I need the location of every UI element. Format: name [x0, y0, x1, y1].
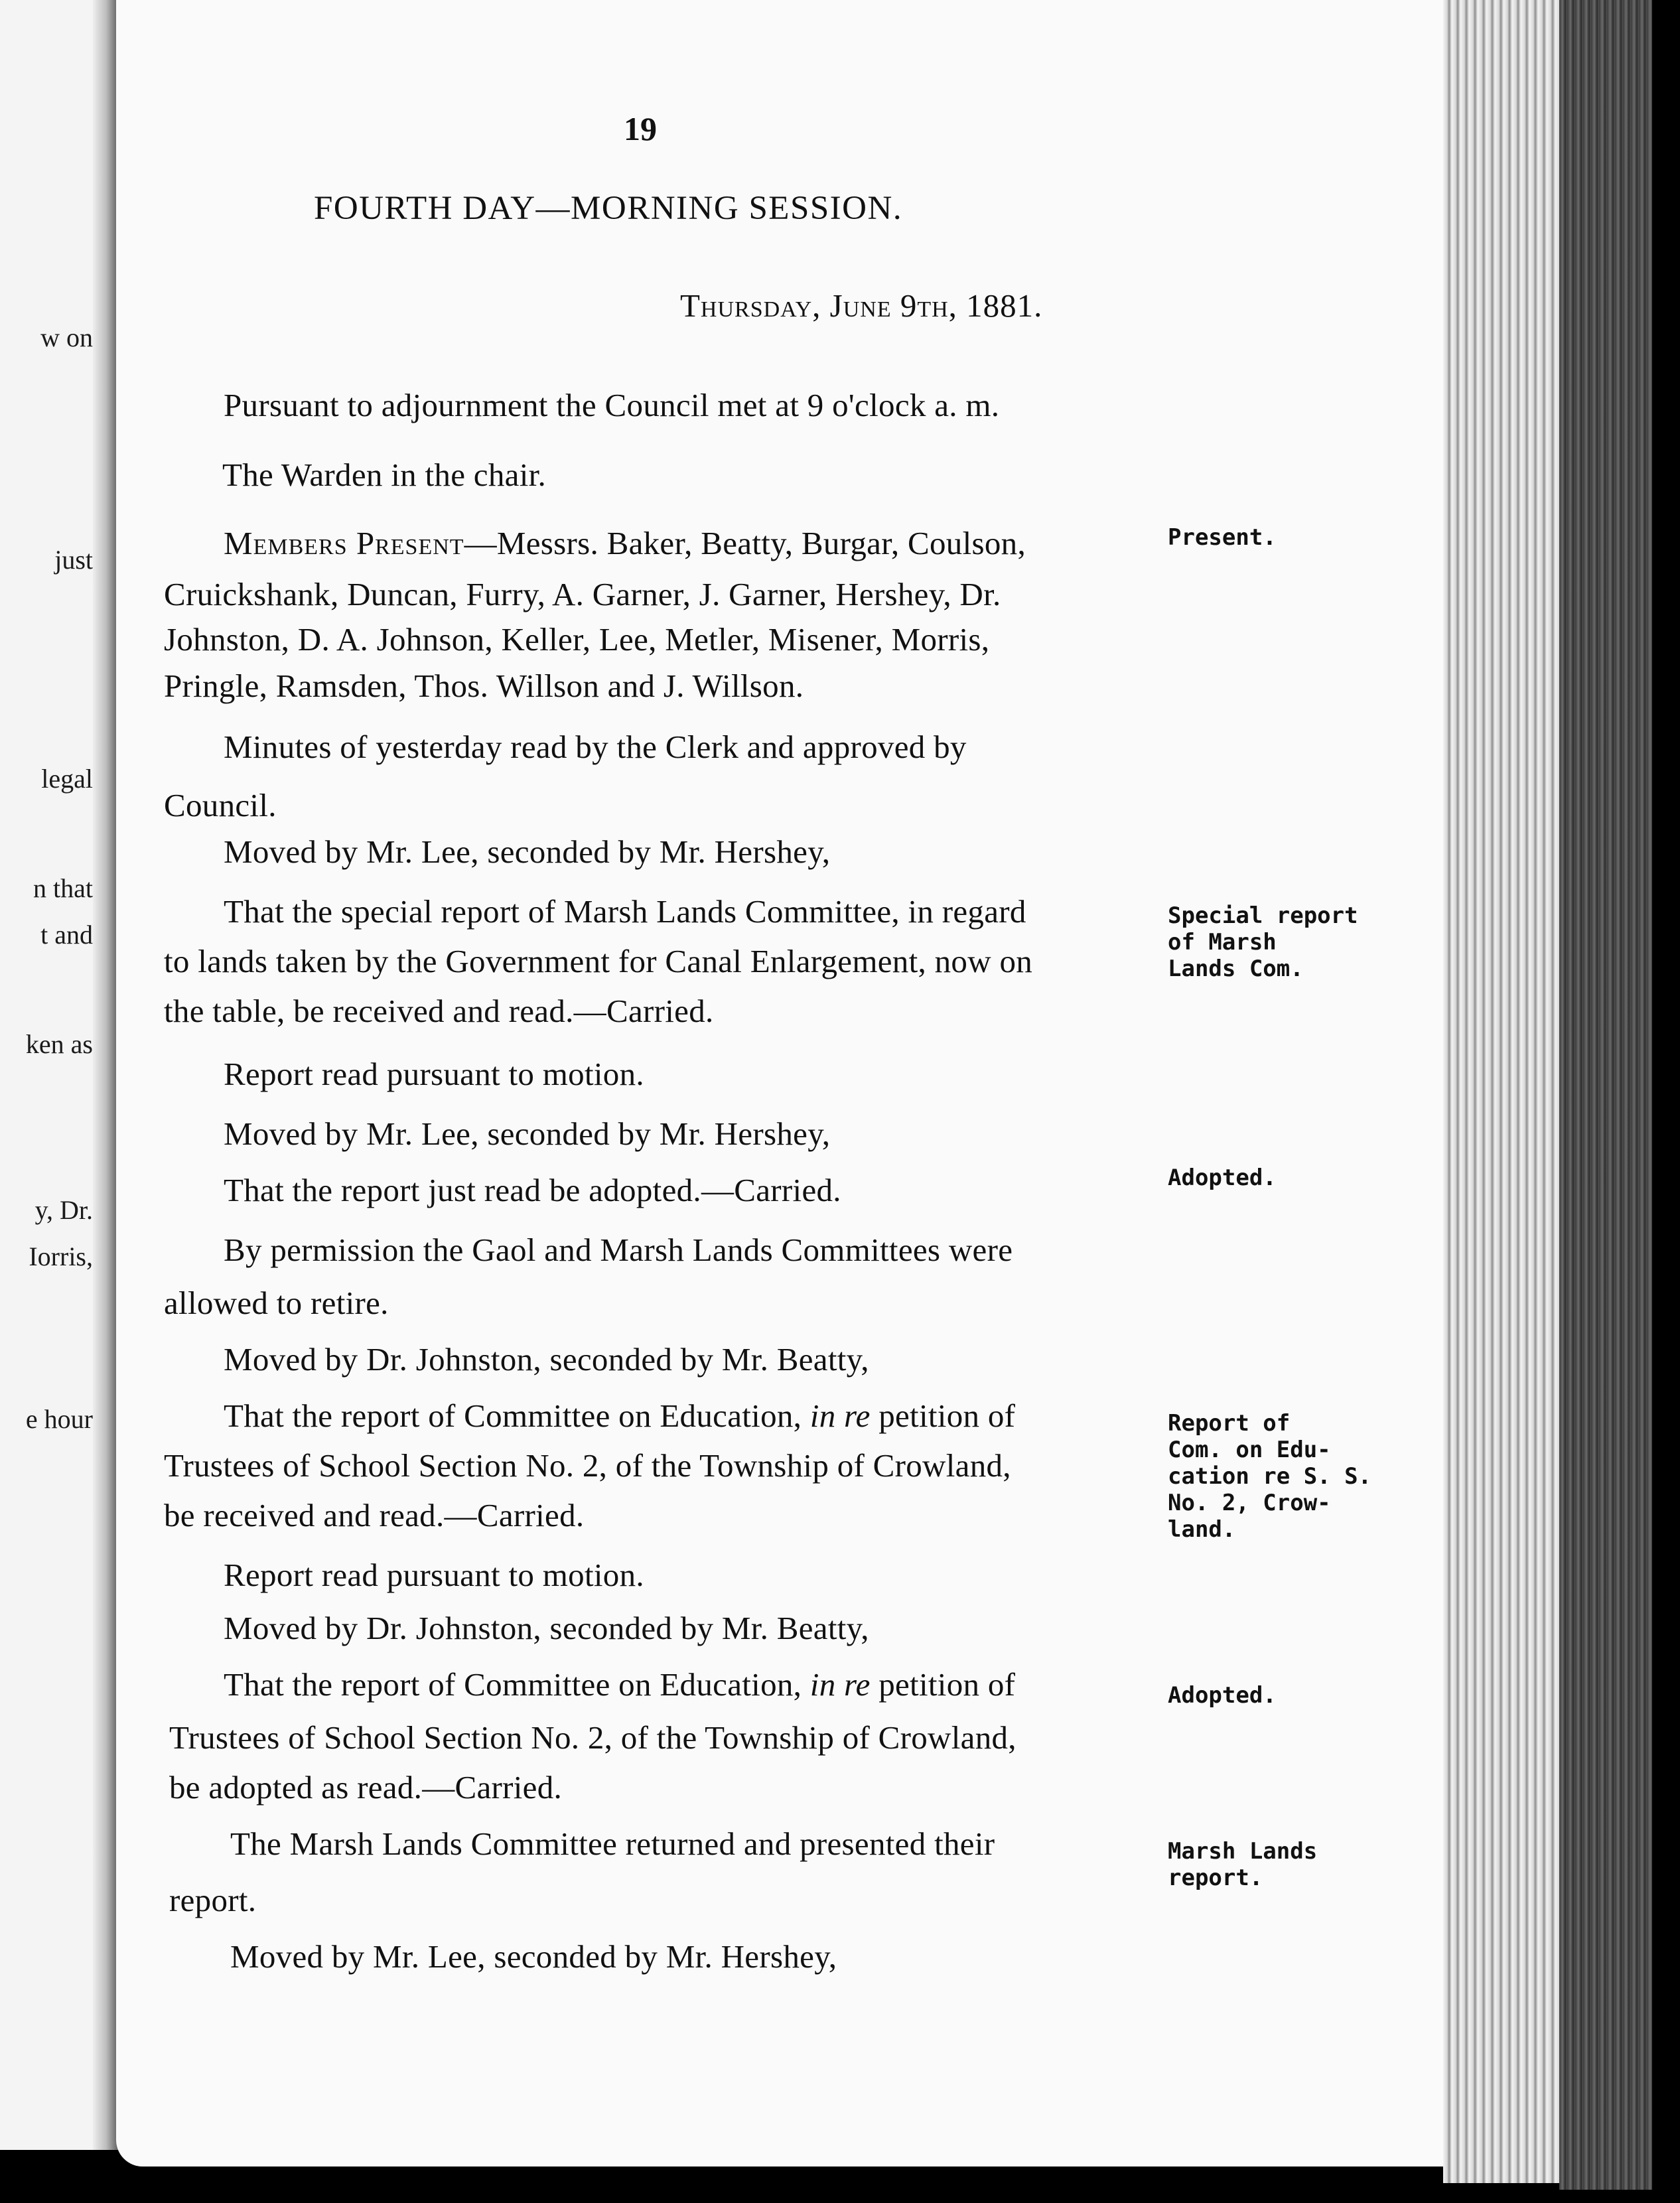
text-line: Moved by Dr. Johnston, seconded by Mr. Beatty,: [224, 1341, 869, 1378]
text-line: Moved by Mr. Lee, seconded by Mr. Hershey,: [224, 833, 831, 870]
text-line: [224, 1397, 1015, 1435]
margin-note-adopted: Adopted.: [1168, 1165, 1277, 1191]
text-line: Moved by Mr. Lee, seconded by Mr. Hershey,: [224, 1115, 831, 1152]
book-gutter: [93, 0, 119, 2150]
text-span: petition of: [870, 1666, 1016, 1703]
text-span: —Messrs. Baker, Beatty, Burgar, Coulson,: [464, 525, 1026, 561]
text-line: By permission the Gaol and Marsh Lands Committees were: [224, 1232, 1013, 1268]
text-line: Trustees of School Section No. 2, of the Township of Crowland,: [164, 1447, 1011, 1484]
facing-page-fragment: n that: [33, 873, 93, 903]
text-line: Minutes of yesterday read by the Clerk and approved by: [224, 729, 967, 765]
text-line: Moved by Dr. Johnston, seconded by Mr. Beatty,: [224, 1610, 869, 1646]
text-line: be adopted as read.—Carried.: [169, 1769, 563, 1806]
text-span: petition of: [870, 1397, 1016, 1434]
text-line: [224, 1666, 1015, 1703]
text-line: Council.: [164, 787, 277, 823]
book-spine-edge: [1559, 0, 1652, 2190]
text-line: be received and read.—Carried.: [164, 1497, 585, 1533]
facing-page-fragment: just: [54, 545, 93, 575]
latin-phrase: in re: [809, 1397, 871, 1434]
facing-page-fragment: t and: [40, 920, 93, 950]
facing-page-fragment: e hour: [25, 1404, 93, 1434]
margin-note-special-report: Special report of Marsh Lands Com.: [1168, 902, 1358, 982]
text-line: allowed to retire.: [164, 1285, 389, 1321]
text-line: Pringle, Ramsden, Thos. Willson and J. Willson.: [164, 668, 804, 704]
members-present-label: Members Present: [224, 525, 464, 561]
text-line: Pursuant to adjournment the Council met at 9 o'clock a. m.: [224, 387, 1000, 423]
margin-note-marsh-lands-report: Marsh Lands report.: [1168, 1838, 1318, 1891]
text-line: Report read pursuant to motion.: [224, 1056, 644, 1092]
document-page: [116, 0, 1443, 2167]
text-line: That the special report of Marsh Lands Committee, in regard: [224, 893, 1026, 930]
text-line: The Marsh Lands Committee returned and presented their: [230, 1825, 995, 1862]
text-line: report.: [169, 1882, 257, 1918]
session-date: Thursday, June 9th, 1881.: [680, 287, 1043, 324]
page-number: 19: [624, 110, 657, 147]
text-line: to lands taken by the Government for Canal Enlargement, now on: [164, 943, 1033, 979]
text-line: The Warden in the chair.: [222, 457, 547, 493]
text-line: the table, be received and read.—Carried.: [164, 993, 714, 1029]
facing-page-fragment: legal: [41, 764, 93, 794]
session-heading: FOURTH DAY—MORNING SESSION.: [314, 190, 903, 227]
text-line: Trustees of School Section No. 2, of the Township of Crowland,: [169, 1719, 1016, 1756]
latin-phrase: in re: [809, 1666, 871, 1703]
margin-note-education-report: Report of Com. on Edu- cation re S. S. No. 2, Crow- land.: [1168, 1410, 1372, 1543]
margin-note-present: Present.: [1168, 524, 1277, 551]
facing-page-fragment: w on: [40, 322, 93, 352]
facing-page-fragment: ken as: [25, 1029, 93, 1059]
page-edges: [1443, 0, 1559, 2183]
facing-page-fragment: Iorris,: [29, 1242, 93, 1271]
facing-page-fragment: y, Dr.: [35, 1195, 93, 1225]
text-line: Report read pursuant to motion.: [224, 1557, 644, 1593]
text-line: Moved by Mr. Lee, seconded by Mr. Hershey,: [230, 1938, 837, 1975]
text-line: Cruickshank, Duncan, Furry, A. Garner, J. Garner, Hershey, Dr.: [164, 576, 1001, 612]
margin-note-adopted: Adopted.: [1168, 1682, 1277, 1709]
text-line: Johnston, D. A. Johnson, Keller, Lee, Metler, Misener, Morris,: [164, 621, 990, 658]
text-line: [224, 524, 1026, 562]
text-span: That the report of Committee on Education,: [224, 1397, 810, 1434]
text-line: That the report just read be adopted.—Carried.: [224, 1172, 841, 1208]
text-span: That the report of Committee on Education,: [224, 1666, 810, 1703]
